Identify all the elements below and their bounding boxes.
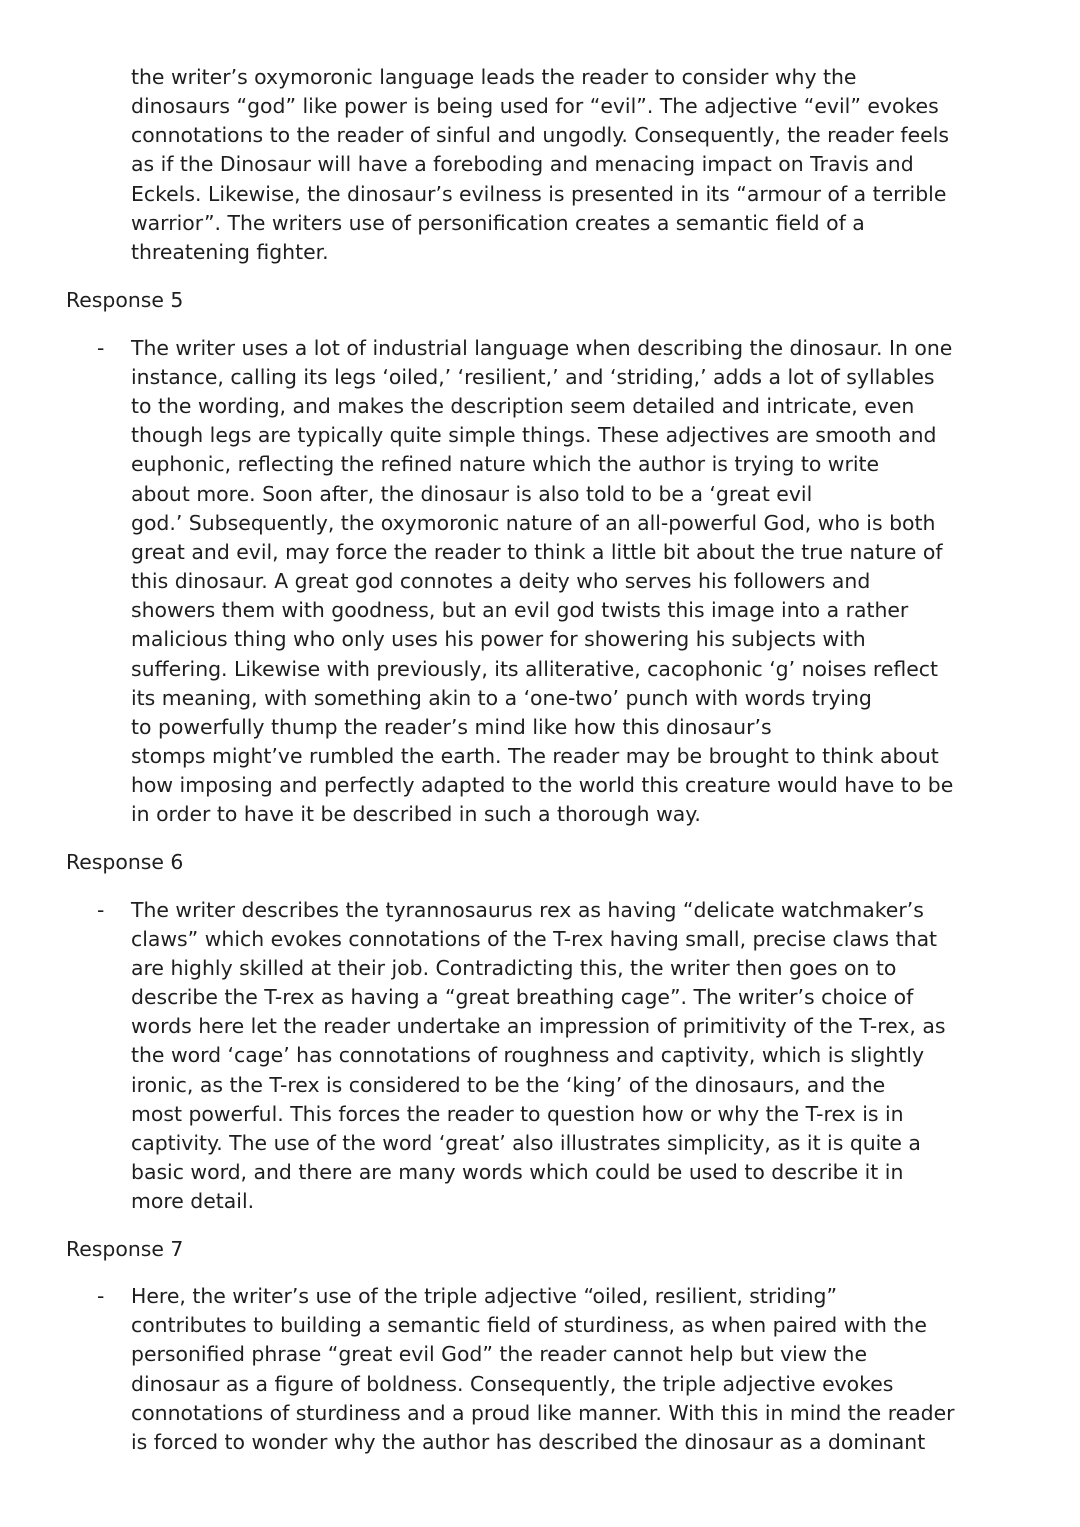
paragraph-line: Eckels. Likewise, the dinosaur’s evilness is presented in its “armour of a terrible: [131, 182, 947, 206]
paragraph-line: warrior”. The writers use of personification creates a semantic field of a: [131, 211, 865, 235]
paragraph-line: claws” which evokes connotations of the T-rex having small, precise claws that: [131, 927, 938, 951]
paragraph-line: contributes to building a semantic field of sturdiness, as when paired with the: [131, 1313, 927, 1337]
section-heading: Response 7: [66, 1237, 184, 1261]
paragraph-line: stomps might’ve rumbled the earth. The reader may be brought to think about: [131, 744, 939, 768]
paragraph-line: are highly skilled at their job. Contradicting this, the writer then goes on to: [131, 956, 897, 980]
bullet-dash: -: [97, 1284, 105, 1308]
paragraph-line: this dinosaur. A great god connotes a deity who serves his followers and: [131, 569, 871, 593]
paragraph-line: showers them with goodness, but an evil god twists this image into a rather: [131, 598, 909, 622]
paragraph-line: Here, the writer’s use of the triple adjective “oiled, resilient, striding”: [131, 1284, 838, 1308]
paragraph-line: words here let the reader undertake an impression of primitivity of the T-rex, as: [131, 1014, 946, 1038]
paragraph-line: connotations to the reader of sinful and ungodly. Consequently, the reader feels: [131, 123, 949, 147]
paragraph-line: dinosaurs “god” like power is being used for “evil”. The adjective “evil” evokes: [131, 94, 939, 118]
paragraph-line: connotations of sturdiness and a proud like manner. With this in mind the reader: [131, 1401, 955, 1425]
paragraph-line: more detail.: [131, 1189, 255, 1213]
paragraph-line: how imposing and perfectly adapted to the world this creature would have to be: [131, 773, 954, 797]
paragraph-line: to the wording, and makes the description seem detailed and intricate, even: [131, 394, 915, 418]
paragraph-line: instance, calling its legs ‘oiled,’ ‘resilient,’ and ‘striding,’ adds a lot of syllables: [131, 365, 935, 389]
paragraph-line: most powerful. This forces the reader to question how or why the T-rex is in: [131, 1102, 904, 1126]
paragraph-line: The writer describes the tyrannosaurus rex as having “delicate watchmaker’s: [131, 898, 924, 922]
paragraph-line: its meaning, with something akin to a ‘one-two’ punch with words trying: [131, 686, 872, 710]
paragraph-line: the writer’s oxymoronic language leads the reader to consider why the: [131, 65, 857, 89]
paragraph-line: is forced to wonder why the author has described the dinosaur as a dominant: [131, 1430, 926, 1454]
paragraph-line: The writer uses a lot of industrial language when describing the dinosaur. In one: [131, 336, 953, 360]
paragraph-line: suffering. Likewise with previously, its alliterative, cacophonic ‘g’ noises reflect: [131, 657, 939, 681]
paragraph-line: captivity. The use of the word ‘great’ also illustrates simplicity, as it is quite a: [131, 1131, 921, 1155]
paragraph-line: euphonic, reflecting the refined nature which the author is trying to write: [131, 452, 880, 476]
section-heading: Response 6: [66, 850, 184, 874]
paragraph-line: as if the Dinosaur will have a foreboding and menacing impact on Travis and: [131, 152, 914, 176]
bullet-dash: -: [97, 336, 105, 360]
paragraph-line: though legs are typically quite simple things. These adjectives are smooth and: [131, 423, 937, 447]
paragraph-line: in order to have it be described in such a thorough way.: [131, 802, 701, 826]
paragraph-line: threatening fighter.: [131, 240, 329, 264]
paragraph-line: describe the T-rex as having a “great breathing cage”. The writer’s choice of: [131, 985, 914, 1009]
paragraph-line: great and evil, may force the reader to think a little bit about the true nature of: [131, 540, 943, 564]
paragraph-line: personified phrase “great evil God” the reader cannot help but view the: [131, 1342, 867, 1366]
bullet-dash: -: [97, 898, 105, 922]
paragraph-line: dinosaur as a figure of boldness. Consequently, the triple adjective evokes: [131, 1372, 894, 1396]
paragraph-line: about more. Soon after, the dinosaur is also told to be a ‘great evil: [131, 482, 813, 506]
paragraph-line: to powerfully thump the reader’s mind like how this dinosaur’s: [131, 715, 772, 739]
paragraph-line: god.’ Subsequently, the oxymoronic nature of an all-powerful God, who is both: [131, 511, 936, 535]
paragraph-line: the word ‘cage’ has connotations of roughness and captivity, which is slightly: [131, 1043, 925, 1067]
paragraph-line: basic word, and there are many words which could be used to describe it in: [131, 1160, 904, 1184]
paragraph-line: ironic, as the T-rex is considered to be the ‘king’ of the dinosaurs, and the: [131, 1073, 886, 1097]
section-heading: Response 5: [66, 288, 184, 312]
paragraph-line: malicious thing who only uses his power for showering his subjects with: [131, 627, 866, 651]
